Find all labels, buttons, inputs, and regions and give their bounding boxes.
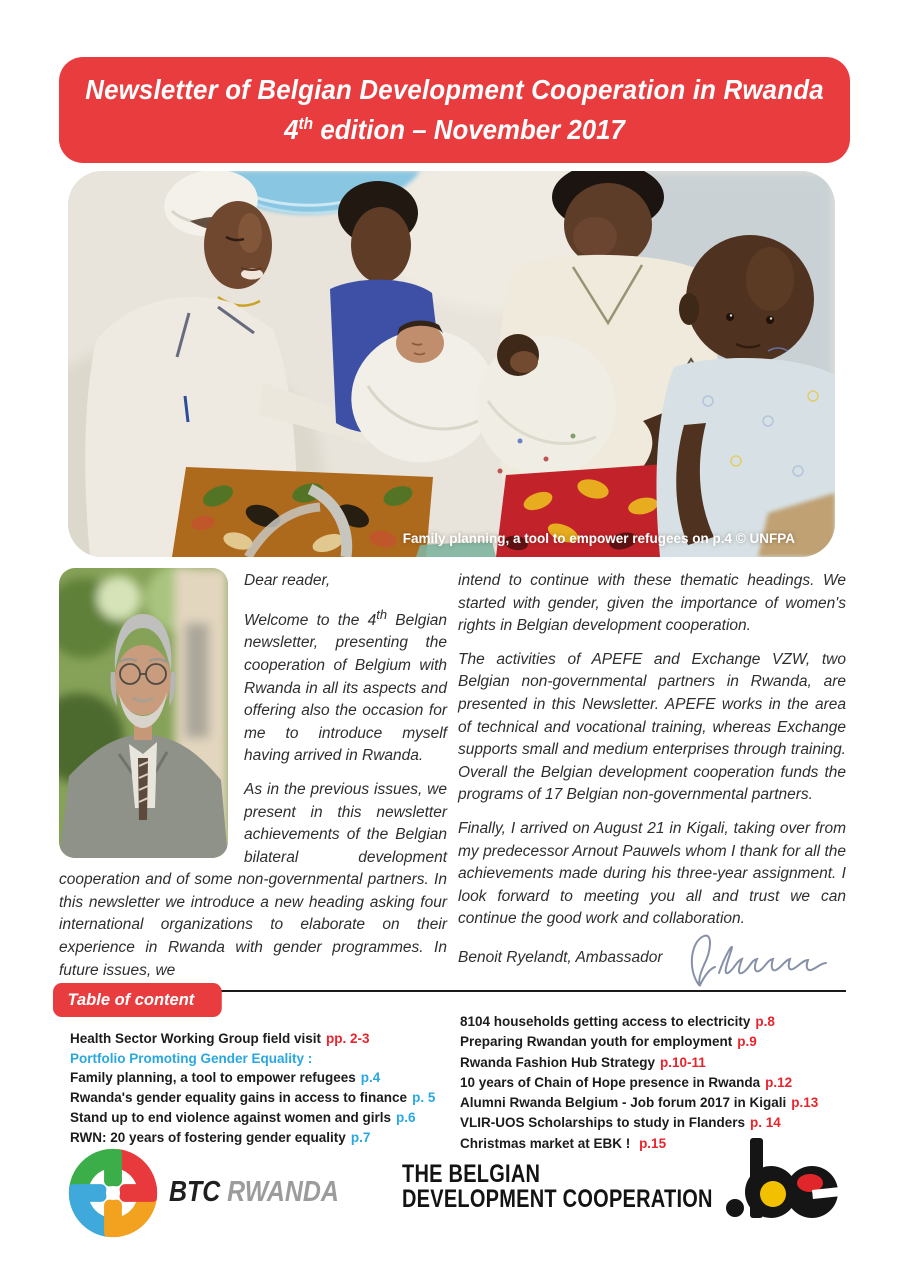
toc-item[interactable]	[460, 1073, 860, 1093]
toc-item-title: Alumni Rwanda Belgium - Job forum 2017 in Kigali	[460, 1095, 787, 1111]
rwanda-word: RWANDA	[227, 1176, 339, 1208]
toc-item-page: p.6	[396, 1109, 416, 1125]
letter-paragraph: Dear reader,	[244, 572, 331, 589]
edition-date: edition – November 2017	[313, 114, 625, 145]
toc-item-page: p.4	[360, 1070, 381, 1086]
toc-header: Table of content	[53, 983, 222, 1017]
toc-item[interactable]	[70, 1068, 455, 1088]
toc-item[interactable]	[70, 1049, 455, 1069]
letter-superscript: th	[376, 606, 388, 622]
masthead-banner	[59, 57, 850, 163]
letter-right-column	[458, 566, 846, 989]
toc-item[interactable]	[460, 1053, 860, 1073]
toc-item-title: VLIR-UOS Scholarships to study in Flanders	[460, 1115, 746, 1131]
letter-text: Belgian newsletter, presenting the cooperation of Belgium with Rwanda in all its aspects and offering also the occasion for me to introduce myself having arrived in Rwanda.	[244, 611, 447, 765]
letter-paragraph: intend to continue with these thematic headings. We started with gender, given the importance of women's rights in Belgian development cooperation.	[458, 572, 846, 635]
toc-item[interactable]	[460, 1093, 860, 1113]
toc-item-page: p.13	[791, 1095, 819, 1111]
toc-item-title: Rwanda Fashion Hub Strategy	[460, 1054, 656, 1070]
toc-item-title: Christmas market at EBK !	[460, 1135, 635, 1151]
btc-word: BTC	[169, 1176, 221, 1208]
toc-item-title: 8104 households getting access to electricity	[460, 1014, 751, 1029]
toc-item-page: pp. 2-3	[326, 1031, 370, 1046]
toc-item-page: p.15	[639, 1135, 667, 1151]
toc-item-title: Rwanda's gender equality gains in access to finance	[70, 1090, 408, 1106]
hero-caption: Family planning, a tool to empower refugees on p.4 © UNFPA	[402, 531, 795, 546]
toc-right-list	[460, 1012, 860, 1154]
edition-ordinal: th	[298, 114, 314, 133]
toc-item-page: p. 14	[750, 1115, 781, 1131]
toc-item-title: 10 years of Chain of Hope presence in Rwanda	[460, 1074, 761, 1090]
toc-item-title: RWN: 20 years of fostering gender equality	[70, 1129, 346, 1145]
toc-item-title: Stand up to end violence against women and girls	[70, 1109, 392, 1125]
toc-item-title: Portfolio Promoting Gender Equality :	[70, 1050, 313, 1066]
toc-item[interactable]	[70, 1088, 455, 1108]
toc-item[interactable]	[70, 1128, 455, 1148]
ambassador-portrait	[59, 568, 228, 858]
coop-line1: THE BELGIAN	[402, 1160, 541, 1188]
letter-paragraph: As in the previous issues, we present in this newsletter achievements of the Belgian bilateral development cooperation and of some non-governmental partners. In this newsletter we introduce a new heading asking four international organizations to elaborate on their experience in Rwanda with gender programmes. In future issues, we	[59, 780, 447, 979]
toc-item-page: p. 5	[412, 1090, 436, 1106]
belgian-cooperation-wordmark	[402, 1162, 713, 1212]
signoff-row	[458, 943, 846, 989]
toc-item-title: Family planning, a tool to empower refugees	[70, 1070, 356, 1086]
toc-item-title: Preparing Rwandan youth for employment	[460, 1034, 733, 1050]
ambassador-signoff: Benoit Ryelandt, Ambassador	[458, 948, 663, 966]
letter-paragraph: Finally, I arrived on August 21 in Kigali, taking over from my predecessor Arnout Pauwels whom I thank for all the achievements made during his three-year assignment. I look forward to meeting you all and trust we can continue the good work and collaboration.	[458, 819, 846, 928]
toc-item-title: Health Sector Working Group field visit	[70, 1031, 322, 1046]
edition-number: 4	[284, 114, 299, 145]
ambassador-portrait-illustration	[59, 568, 228, 858]
letter-left-column	[59, 566, 447, 982]
toc-item-page: p.7	[350, 1129, 371, 1145]
toc-item[interactable]	[460, 1032, 860, 1052]
hero-photo	[68, 171, 835, 557]
toc-item[interactable]	[70, 1029, 455, 1049]
toc-item-page: p.8	[755, 1014, 775, 1029]
toc-item-page: p.12	[765, 1074, 793, 1090]
toc-item[interactable]	[460, 1113, 860, 1133]
btc-logo	[66, 1146, 160, 1240]
toc-item[interactable]	[70, 1108, 455, 1128]
be-logo	[726, 1136, 838, 1220]
newsletter-title: Newsletter of Belgian Development Cooperation in Rwanda	[85, 74, 824, 105]
toc-item-page: p.10-11	[660, 1054, 706, 1070]
toc-item-page: p.9	[737, 1034, 757, 1050]
newsletter-edition	[83, 114, 827, 146]
ambassador-signature	[671, 927, 846, 989]
toc-item[interactable]	[460, 1012, 860, 1032]
toc-left-list	[70, 1029, 455, 1147]
letter-paragraph: The activities of APEFE and Exchange VZW, two Belgian non-governmental partners in Rwanda, are presented in this Newsletter. APEFE works in the area of technical and vocational training, whereas Exchange supports small and medium enterprises through training. Overall the Belgian development cooperation funds the programs of 17 Belgian non-governmental partners.	[458, 650, 846, 804]
hero-photo-illustration	[68, 171, 835, 557]
letter-text: Welcome to the 4	[244, 611, 377, 629]
btc-rwanda-wordmark	[169, 1176, 339, 1209]
coop-line2: DEVELOPMENT COOPERATION	[402, 1185, 713, 1213]
